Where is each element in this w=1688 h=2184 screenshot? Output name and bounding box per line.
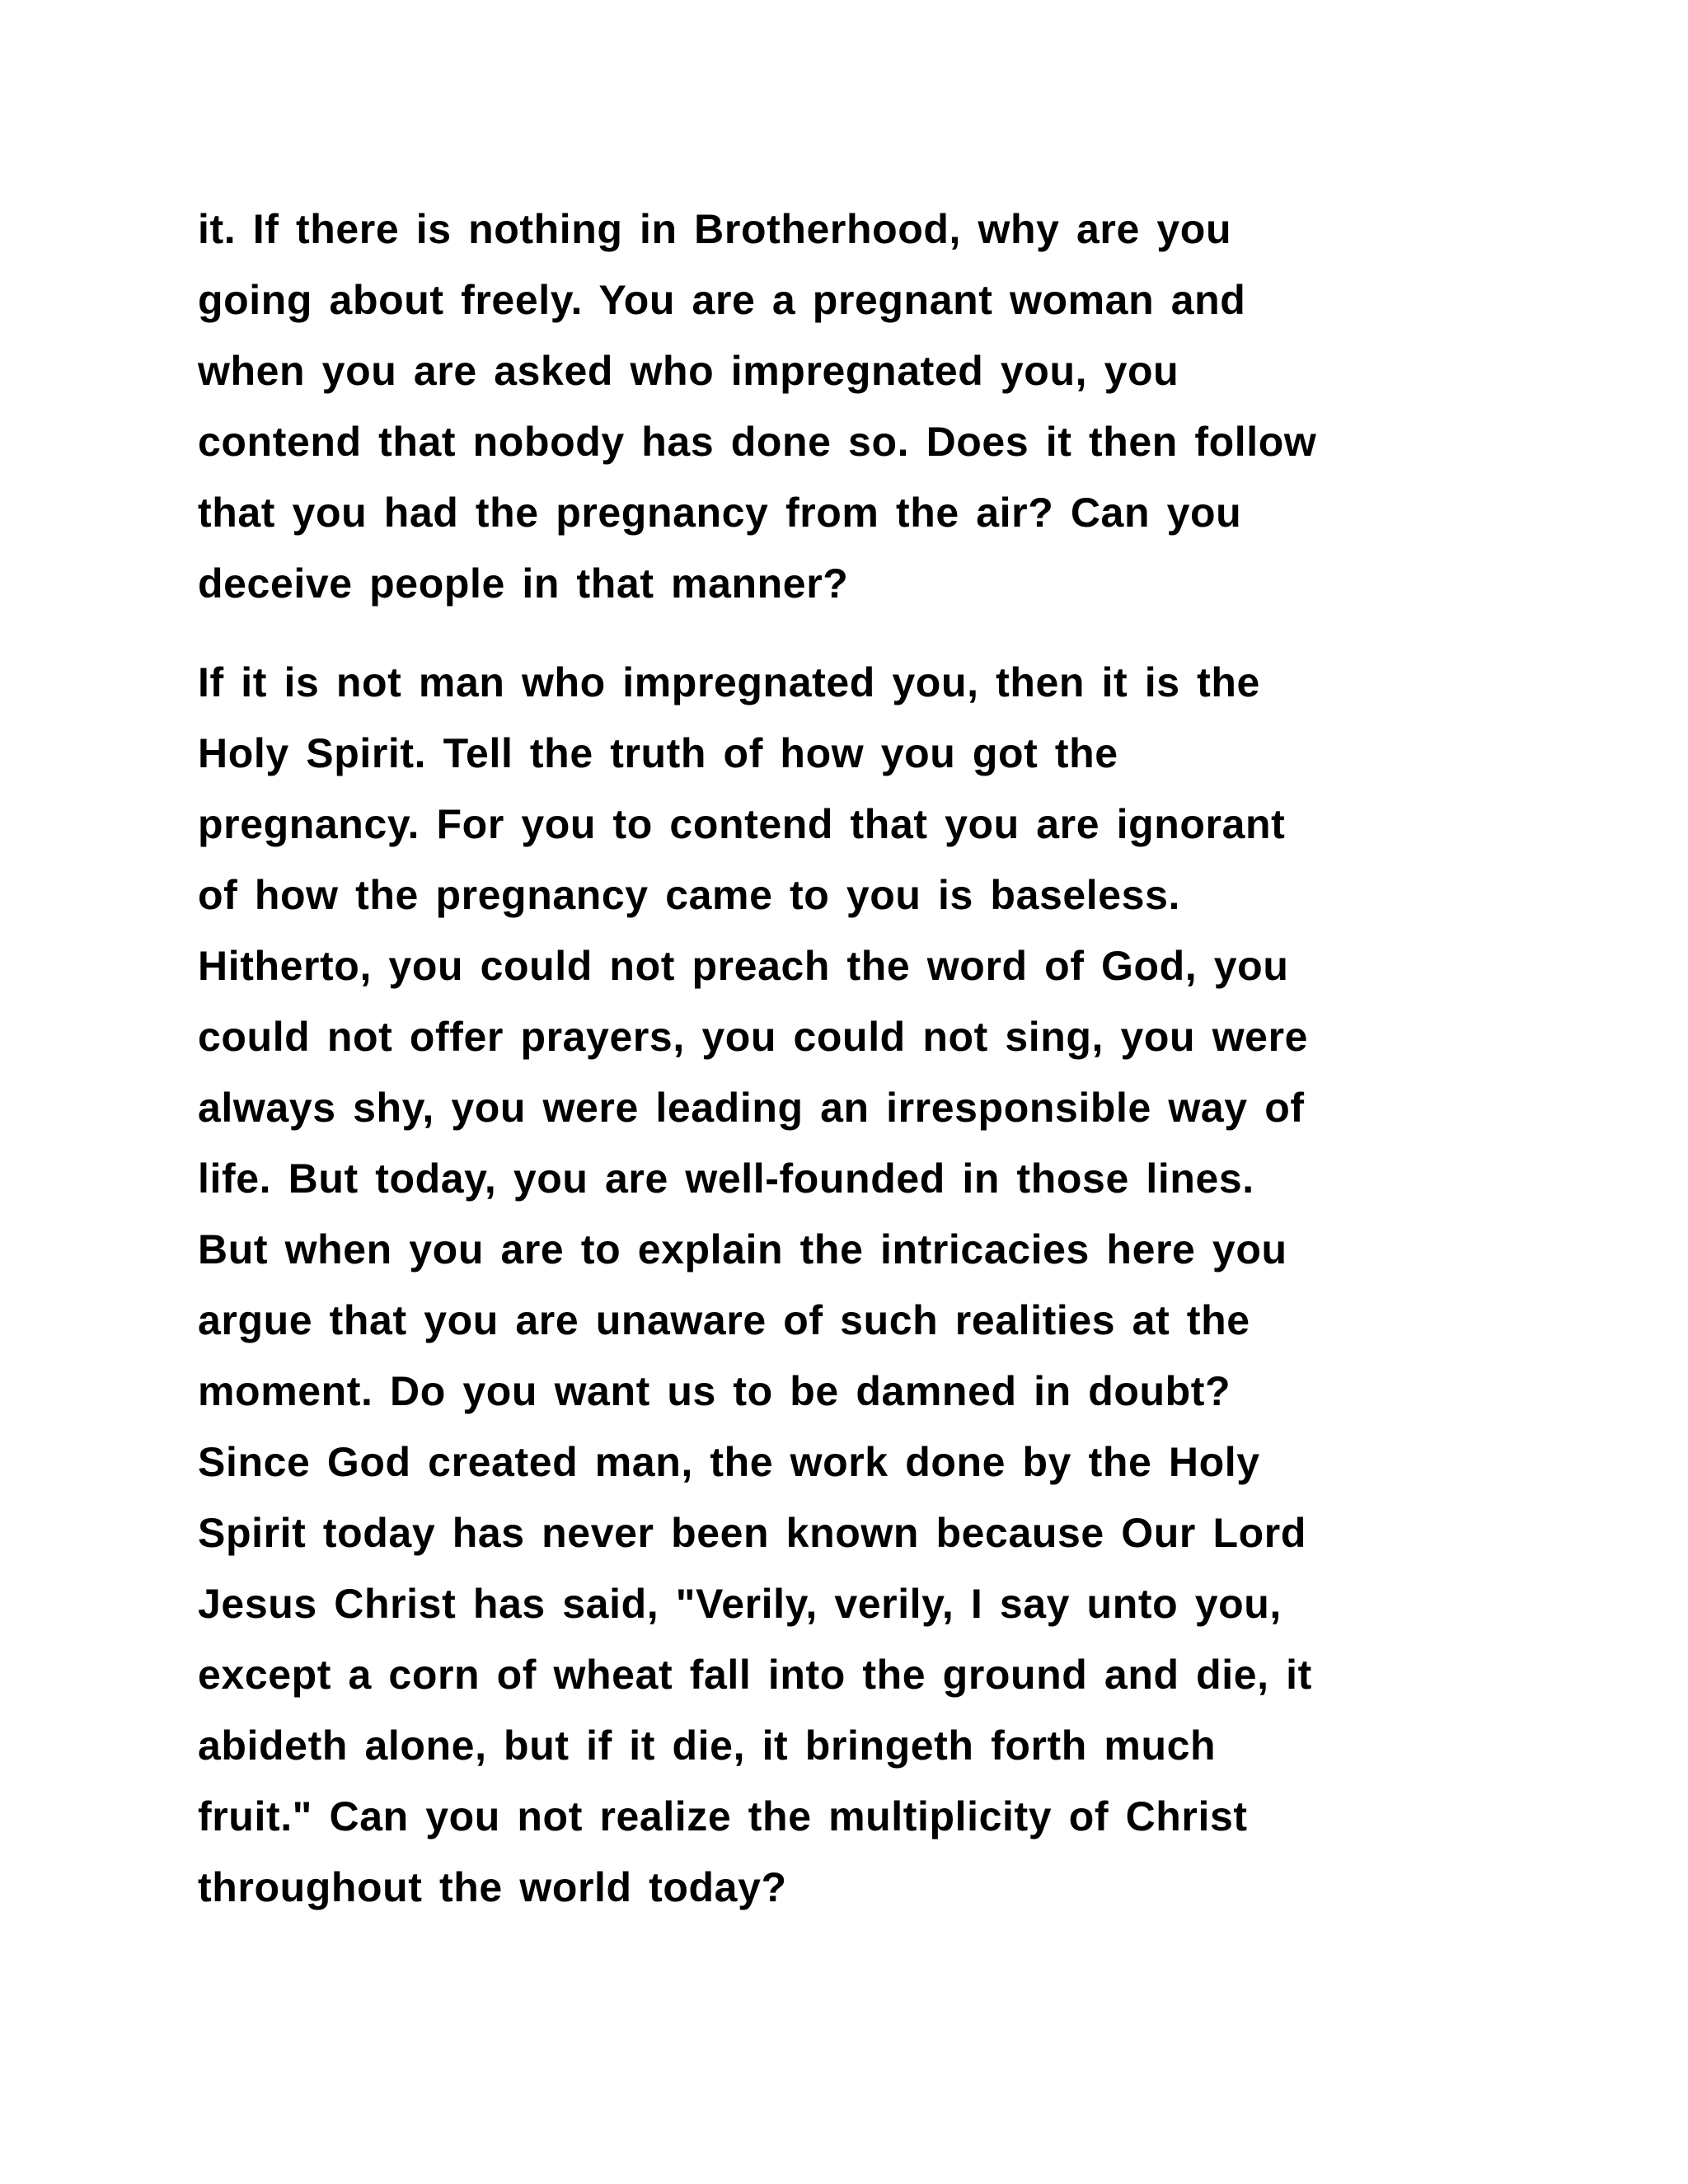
text-line: could not offer prayers, you could not sing, you were bbox=[198, 1014, 1309, 1060]
text-line: going about freely. You are a pregnant woman and bbox=[198, 277, 1246, 323]
text-line: deceive people in that manner? bbox=[198, 560, 849, 607]
text-line: contend that nobody has done so. Does it then follow bbox=[198, 419, 1317, 465]
text-line: Hitherto, you could not preach the word of God, you bbox=[198, 943, 1289, 989]
text-line: when you are asked who impregnated you, you bbox=[198, 348, 1179, 394]
text-line: fruit." Can you not realize the multiplicity of Christ bbox=[198, 1793, 1248, 1840]
text-line: throughout the world today? bbox=[198, 1864, 787, 1910]
text-line: it. If there is nothing in Brotherhood, why are you bbox=[198, 206, 1232, 252]
text-line: Holy Spirit. Tell the truth of how you got the bbox=[198, 730, 1118, 776]
text-line: Jesus Christ has said, "Verily, verily, I say unto you, bbox=[198, 1581, 1282, 1627]
text-line: abideth alone, but if it die, it bringeth forth much bbox=[198, 1722, 1217, 1769]
text-line: argue that you are unaware of such realities at the bbox=[198, 1297, 1250, 1343]
text-line: If it is not man who impregnated you, then it is the bbox=[198, 659, 1260, 705]
text-line: that you had the pregnancy from the air? Can you bbox=[198, 490, 1242, 536]
text-line: But when you are to explain the intricacies here you bbox=[198, 1226, 1287, 1272]
text-line: life. But today, you are well-founded in those lines. bbox=[198, 1155, 1254, 1202]
text-line: except a corn of wheat fall into the ground and die, it bbox=[198, 1652, 1312, 1698]
text-line: Since God created man, the work done by the Holy bbox=[198, 1439, 1260, 1485]
paragraph-2 bbox=[198, 647, 1500, 1923]
text-line: always shy, you were leading an irresponsible way of bbox=[198, 1085, 1305, 1131]
text-line: moment. Do you want us to be damned in doubt? bbox=[198, 1368, 1231, 1414]
paragraph-1 bbox=[198, 194, 1500, 619]
text-line: Spirit today has never been known because Our Lord bbox=[198, 1510, 1306, 1556]
text-line: of how the pregnancy came to you is baseless. bbox=[198, 872, 1180, 918]
text-line: pregnancy. For you to contend that you are ignorant bbox=[198, 801, 1286, 847]
